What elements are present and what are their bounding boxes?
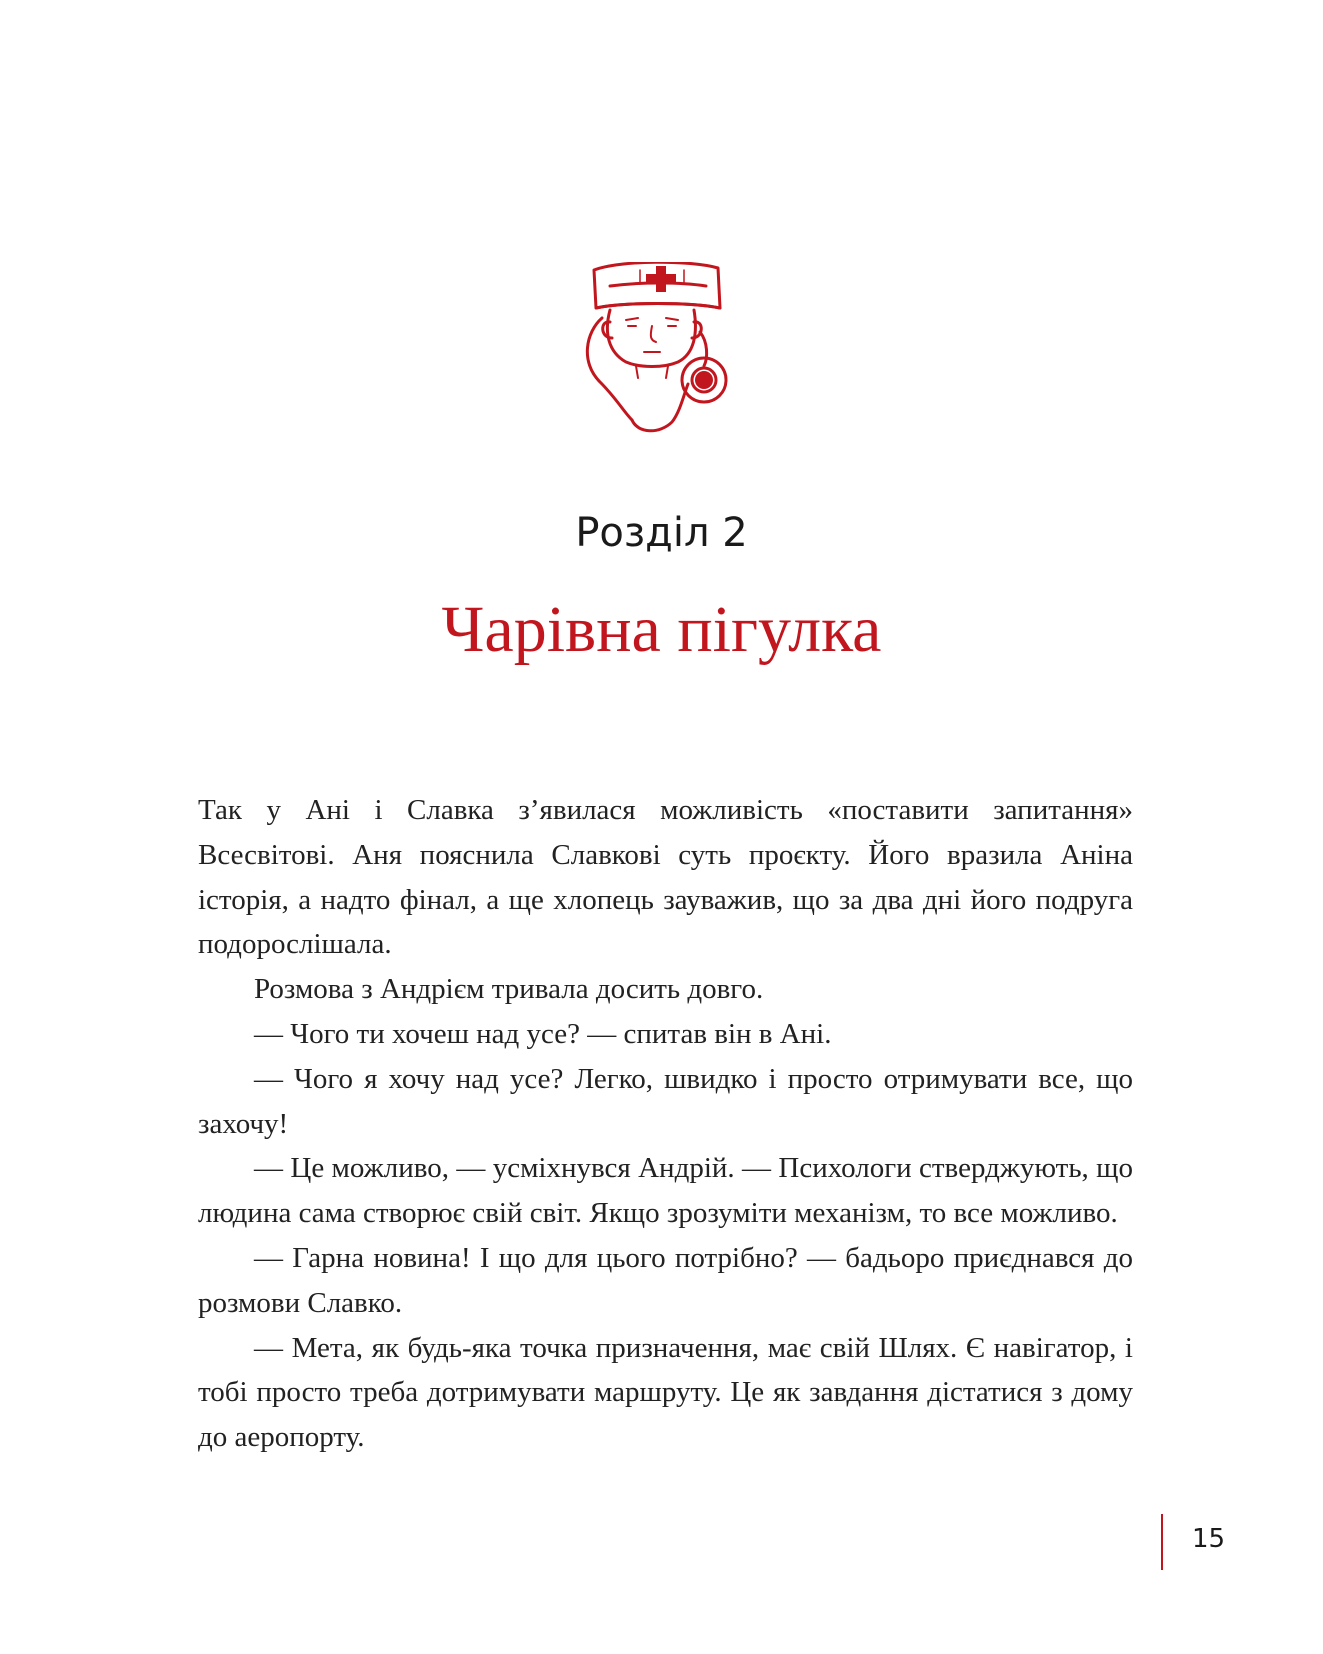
chapter-title: Чарівна пігулка [441, 593, 882, 666]
paragraph: — Чого ти хочеш над усе? — спитав він в Ані. [254, 1017, 832, 1050]
body-text [198, 788, 1133, 1460]
paragraph: — Це можливо, — усміхнувся Андрій. — Психологи стверджують, що людина сама створює свій світ. Якщо зрозуміти механізм, то все можливо. [198, 1152, 1133, 1230]
paragraph: — Чого я хочу над усе? Легко, швидко і просто отримувати все, що захочу! [198, 1062, 1133, 1140]
paragraph: — Мета, як будь-яка точка призначення, має свій Шлях. Є навігатор, і тобі просто треба дотримувати маршруту. Це як завдання дістатися з дому до аеропорту. [198, 1331, 1133, 1454]
chapter-label: Розділ 2 [575, 510, 748, 556]
paragraph: Розмова з Андрієм тривала досить довго. [254, 973, 764, 1006]
doctor-with-stethoscope-icon [580, 262, 750, 462]
paragraph: — Гарна новина! І що для цього потрібно? — бадьоро приєднався до розмови Славко. [198, 1241, 1133, 1319]
page-number-divider [1161, 1514, 1163, 1570]
paragraph: Так у Ані і Славка з’явилася можливість «поставити запитання» Всесвітові. Аня пояснила Славкові суть проєкту. Його вразила Аніна історія, а надто фінал, а ще хлопець зауважив, що за два дні його подруга подорослішала. [198, 794, 1133, 961]
page-number: 15 [1192, 1524, 1226, 1554]
